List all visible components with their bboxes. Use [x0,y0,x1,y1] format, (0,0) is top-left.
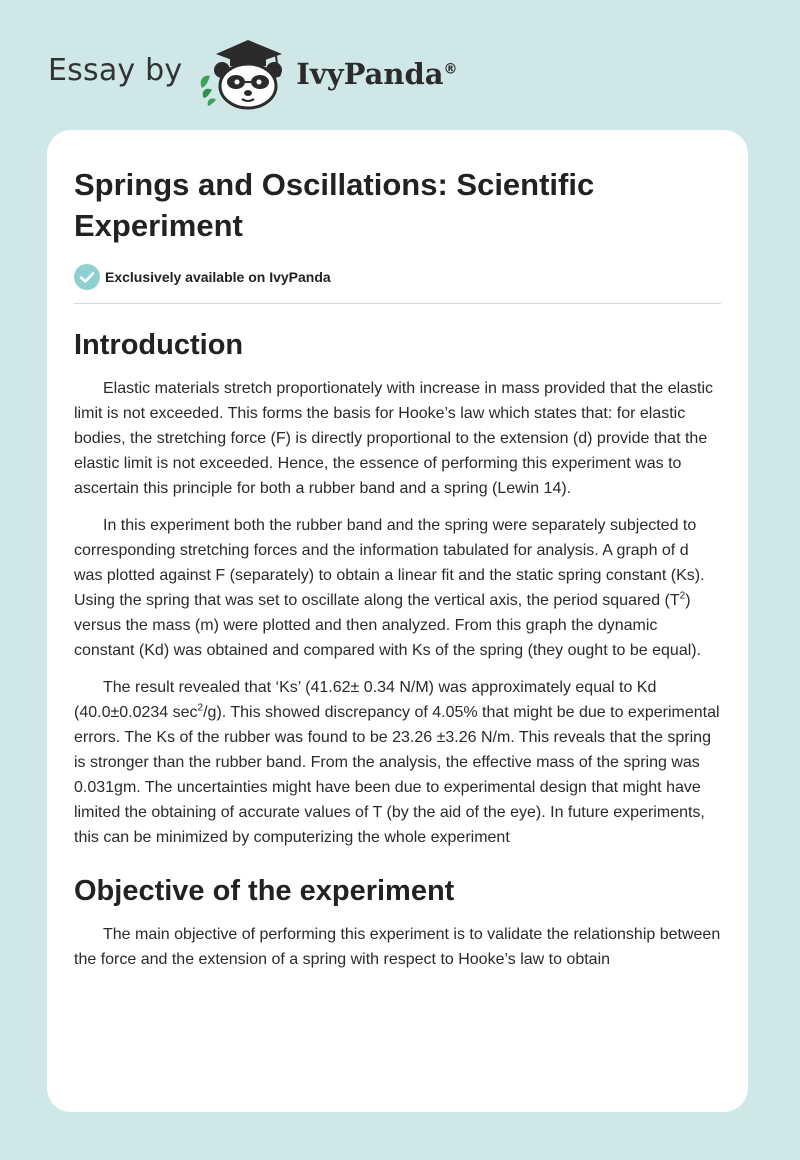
paragraph: The result revealed that ‘Ks’ (41.62± 0.34 N/M) was approximately equal to Kd (40.0±0.0234 $\sec^2/g$). This showed discrepancy of 4.05% that might be due to experimental errors. The Ks of the rubber was found to be 23.26 ±3.26 N/m. This reveals that the spring is stronger than the rubber band. From the analysis, the effective mass of the spring was 0.031gm. The uncertainties might have been due to experimental design that might have limited the obtaining of accurate values of T (by the aid of the eye). In future experiments, this can be minimized by computerizing the whole experiment [74,679,720,846]
section-heading-introduction: Introduction [74,329,244,361]
exclusive-badge-label: Exclusively available on IvyPanda [105,269,331,285]
section-heading-objective: Objective of the experiment [74,875,455,907]
exclusive-badge [74,264,721,290]
brand-name: IvyPanda® [296,57,458,91]
paragraph: In this experiment both the rubber band and the spring were separately subjected to corresponding stretching forces and the information tabulated for analysis. A graph of d was plotted against F (separately) to obtain a linear fit and the static spring constant (Ks). Using the spring that was set to oscillate along the vertical axis, the period squared $(T^2)$ versus the mass (m) were plotted and then analyzed. From this graph the dynamic constant (Kd) was obtained and compared with Ks of the spring (they ought to be equal). [74,517,705,659]
registered-mark: ® [443,61,458,78]
check-circle-icon [74,264,100,290]
page-title: Springs and Oscillations: Scientific Experiment [74,167,595,243]
site-header-logo[interactable] [48,36,458,110]
panda-graduate-icon [196,36,288,110]
divider [74,303,721,304]
paragraph: The main objective of performing this experiment is to validate the relationship between the force and the extension of a spring with respect to Hooke’s law to obtain [74,926,721,968]
essay-content [47,130,748,972]
brand-prefix: Essay by [48,52,183,88]
essay-card [47,130,748,1112]
paragraph: Elastic materials stretch proportionately with increase in mass provided that the elastic limit is not exceeded. This forms the basis for Hooke’s law which states that: for elastic bodies, the stretching force (F) is directly proportional to the extension (d) provide that the elastic limit is not exceeded. Hence, the essence of performing this experiment was to ascertain this principle for both a rubber band and a spring (Lewin 14). [74,380,714,497]
